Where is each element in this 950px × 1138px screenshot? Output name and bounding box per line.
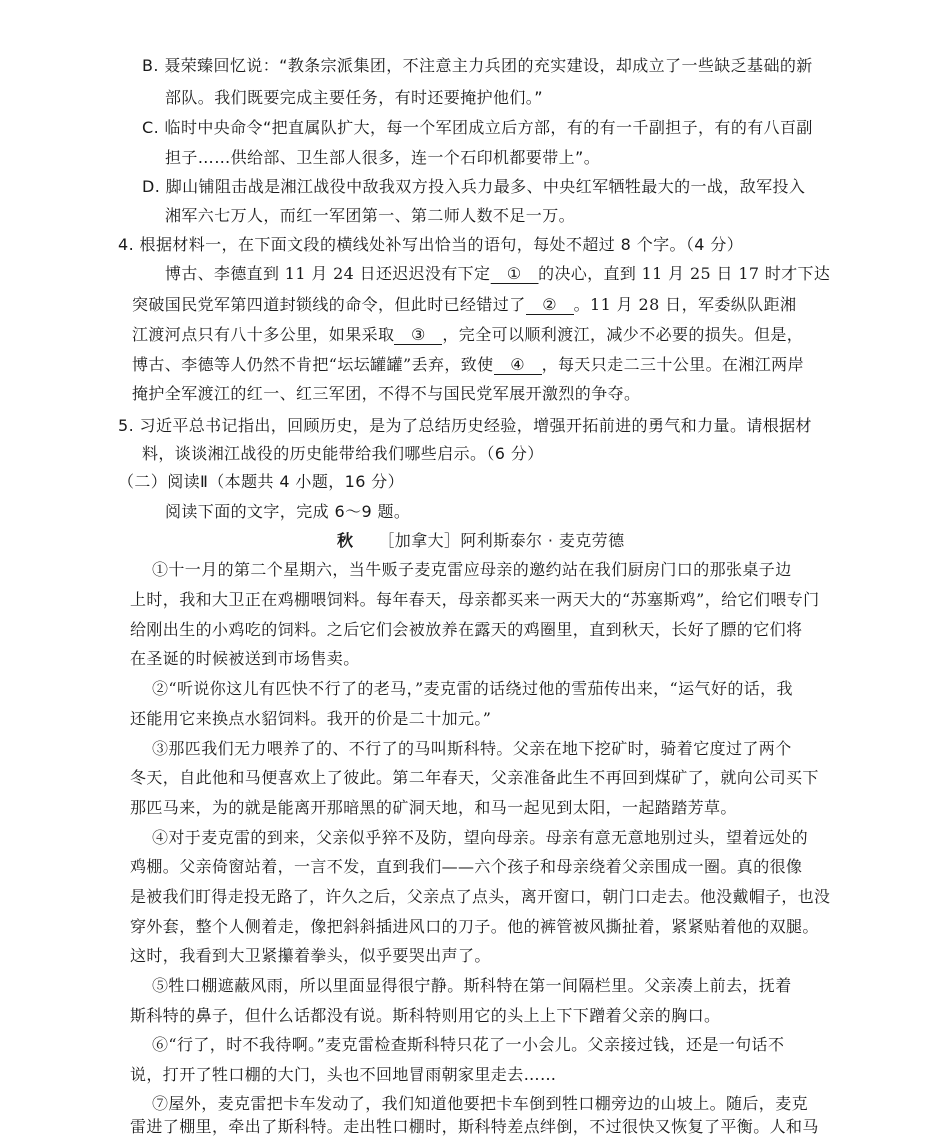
option-d-line-1: D. 脚山铺阻击战是湘江战役中敌我双方投入兵力最多、中央红军牺牲最大的一战，敌军投入 xyxy=(142,177,806,196)
story-line: 给刚出生的小鸡吃的饲料。之后它们会被放养在露天的鸡圈里，直到秋天，长好了膘的它们将 xyxy=(130,620,803,639)
story-line: 穿外套，整个人侧着走，像把斜斜插进风口的刀子。他的裤管被风撕扯着，紧紧贴着他的双腿。 xyxy=(130,917,819,936)
section-header: （二）阅读Ⅱ（本题共 4 小题，16 分） xyxy=(118,472,405,491)
story-line: ②“听说你这儿有匹快不行了的老马，”麦克雷的话绕过他的雪茄传出来，“运气好的话，我 xyxy=(152,679,793,698)
story-line: 鸡棚。父亲倚窗站着，一言不发，直到我们——六个孩子和母亲绕着父亲围成一圈。真的很像 xyxy=(130,857,803,876)
option-c-line-1: C. 临时中央命令“把直属队扩大，每一个军团成立后方部，有的有一千副担子，有的有八百副 xyxy=(142,118,813,137)
blank-4[interactable]: ④ xyxy=(494,356,542,375)
story-line: 雷进了棚里，牵出了斯科特。走出牲口棚时，斯科特差点绊倒，不过很快又恢复了平衡。人和马 xyxy=(130,1117,819,1136)
blank-2[interactable]: ② xyxy=(526,296,574,315)
story-line: ⑥“行了，时不我待啊。”麦克雷检查斯科特只花了一小会儿。父亲接过钱，还是一句话不 xyxy=(152,1035,785,1054)
question-5-line-1: 5. 习近平总书记指出，回顾历史，是为了总结历史经验，增强开拓前进的勇气和力量。请根据材 xyxy=(118,416,812,435)
q4-paragraph-line-2: 突破国民党军第四道封锁线的命令，但此时已经错过了 ② 。11 月 28 日，军委纵队距湘 xyxy=(132,295,797,314)
question-4-stem: 4. 根据材料一，在下面文段的横线处补写出恰当的语句，每处不超过 8 个字。（4 分） xyxy=(118,235,744,254)
story-line: 这时，我看到大卫紧攥着拳头，似乎要哭出声了。 xyxy=(130,946,491,965)
story-line: 上时，我和大卫正在鸡棚喂饲料。每年春天，母亲都买来一两天大的“苏塞斯鸡”，给它们喂专门 xyxy=(130,590,820,609)
option-b-line-1: B. 聂荣臻回忆说：“教条宗派集团，不注意主力兵团的充实建设，却成立了一些缺乏基础的新 xyxy=(142,56,813,75)
question-5-line-2: 料，谈谈湘江战役的历史能带给我们哪些启示。（6 分） xyxy=(142,444,544,463)
q4-paragraph-line-1: 博古、李德直到 11 月 24 日还迟迟没有下定 ① 的决心，直到 11 月 25 日 17 时才下达 xyxy=(165,264,831,283)
story-line: 那匹马来，为的就是能离开那暗黑的矿洞天地，和马一起见到太阳，一起踏踏芳草。 xyxy=(130,798,737,817)
q4-paragraph-line-3: 江渡河点只有八十多公里，如果采取 ③ ，完全可以顺利渡江，减少不必要的损失。但是， xyxy=(132,325,804,344)
story-line: ①十一月的第二个星期六，当牛贩子麦克雷应母亲的邀约站在我们厨房门口的那张桌子边 xyxy=(152,560,792,579)
blank-1[interactable]: ① xyxy=(490,265,538,284)
story-line: 冬天，自此他和马便喜欢上了彼此。第二年春天，父亲准备此生不再回到煤矿了，就向公司买下 xyxy=(130,768,819,787)
option-d-line-2: 湘军六七万人，而红一军团第一、第二师人数不足一万。 xyxy=(165,206,576,225)
option-b-line-2: 部队。我们既要完成主要任务，有时还要掩护他们。” xyxy=(165,88,543,107)
story-line: 还能用它来换点水貂饲料。我开的价是二十加元。” xyxy=(130,709,492,728)
story-author: ［加拿大］阿利斯泰尔 · 麦克劳德 xyxy=(378,531,625,550)
story-line: 是被我们盯得走投无路了，许久之后，父亲点了点头，离开窗口，朝门口走去。他没戴帽子，也没 xyxy=(130,887,831,906)
story-title-line xyxy=(337,530,624,552)
story-line: ④对于麦克雷的到来，父亲似乎猝不及防，望向母亲。母亲有意无意地别过头，望着远处的 xyxy=(152,828,809,847)
story-line: ⑦屋外，麦克雷把卡车发动了，我们知道他要把卡车倒到牲口棚旁边的山坡上。随后，麦克 xyxy=(152,1094,809,1113)
story-line: ③那匹我们无力喂养了的、不行了的马叫斯科特。父亲在地下挖矿时，骑着它度过了两个 xyxy=(152,739,792,758)
story-line: ⑤牲口棚遮蔽风雨，所以里面显得很宁静。斯科特在第一间隔栏里。父亲凑上前去，抚着 xyxy=(152,976,792,995)
q4-paragraph-line-5: 掩护全军渡江的红一、红三军团，不得不与国民党军展开激烈的争夺。 xyxy=(132,384,641,403)
story-line: 斯科特的鼻子，但什么话都没有说。斯科特则用它的头上上下下蹭着父亲的胸口。 xyxy=(130,1006,721,1025)
story-title: 秋 xyxy=(337,531,354,550)
q4-paragraph-line-4: 博古、李德等人仍然不肯把“坛坛罐罐”丢弃，致使 ④ ，每天只走二三十公里。在湘江两岸 xyxy=(132,355,804,374)
story-line: 说，打开了牲口棚的大门，头也不回地冒雨朝家里走去…… xyxy=(130,1065,557,1084)
blank-3[interactable]: ③ xyxy=(394,326,442,345)
section-instruction: 阅读下面的文字，完成 6～9 题。 xyxy=(165,502,411,521)
option-c-line-2: 担子……供给部、卫生部人很多，连一个石印机都要带上”。 xyxy=(165,148,601,167)
story-line: 在圣诞的时候被送到市场售卖。 xyxy=(130,649,360,668)
